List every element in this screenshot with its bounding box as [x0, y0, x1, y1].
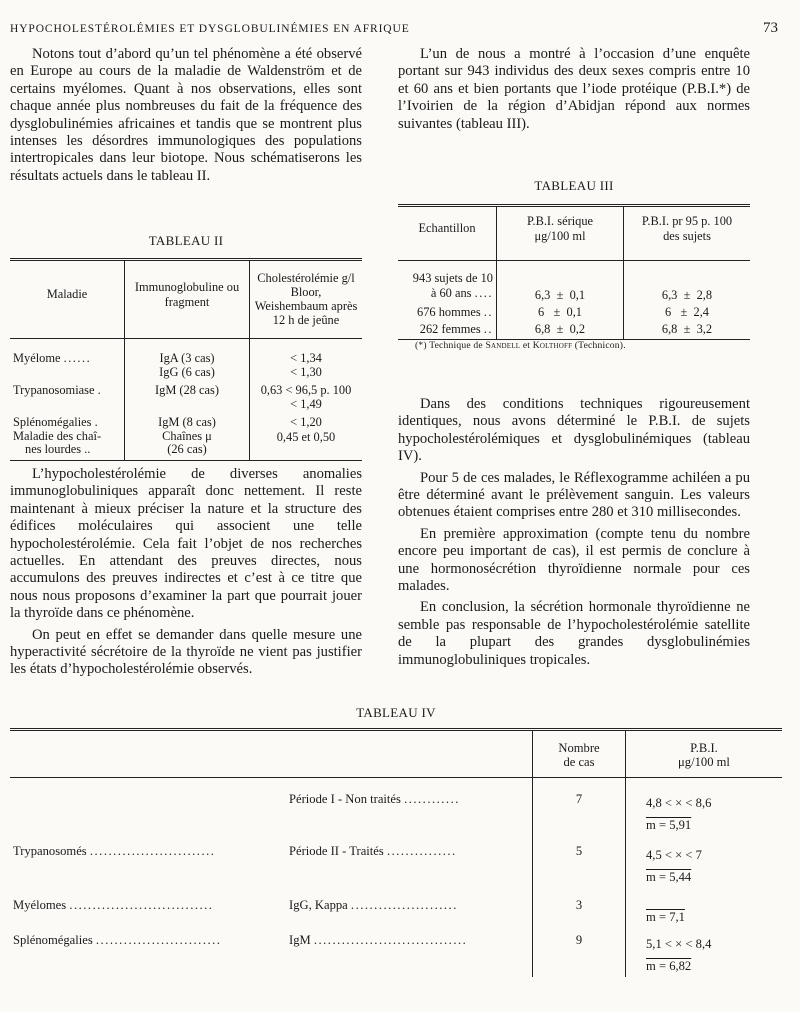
- paragraph: En conclusion, la sécrétion hormonale thyroïdienne ne semble pas responsable de l’hypocholestérolémie satellite de la plupart des grandes dysglobulinémies immunoglobuliniques tropicales.: [398, 599, 750, 668]
- table-row: Maladie des chaî- nes lourdes .. Chaînes μ (26 cas) 0,45 et 0,50: [10, 430, 362, 461]
- col-header-immunoglobuline: Immunoglobuline ou fragment: [125, 260, 250, 339]
- table-row: 262 femmes .. 6,8 ± 0,2 6,8 ± 3,2: [398, 320, 750, 340]
- tableau-3-footnote: (*) Technique de Sandell et Kolthoff (Technicon).: [415, 340, 626, 351]
- col-header-echantillon: Echantillon: [418, 221, 476, 235]
- table-row: Trypanosomés ........................... Période II - Traités ............... 5 4,5 < × < 7 m = 5,44: [10, 836, 782, 888]
- table-row: Myélome ...... IgA (3 cas) IgG (6 cas) < 1,34 < 1,30: [10, 339, 362, 380]
- paragraph: L’hypocholestérolémie de diverses anomalies immunoglobuliniques apparaît donc nettement. Il reste maintenant à mieux préciser la nature et la structure des édifices moléculaires qui associent une telle hypocholestérolémie. Cela fait l’objet de nos recherches actuelles. En attendant des preuves directes, nous accumulons des preuves indirectes et c’est à ce titre que nous nous proposons d’examiner la part que pourrait jouer la thyroïde dans ce phénomène.: [10, 466, 362, 622]
- table-row: Splénomégalies . IgM (8 cas) < 1,20: [10, 411, 362, 430]
- col-header-pbi-95: P.B.I. pr 95 p. 100 des sujets: [624, 206, 751, 261]
- paragraph: L’un de nous a montré à l’occasion d’une enquête portant sur 943 individus des deux sexes compris entre 10 et 60 ans et bien portants que l’iode protéique (P.B.I.*) de l’Ivoirien de la région d’Abidjan répond aux normes suivantes (tableau III).: [398, 46, 750, 132]
- running-title: HYPOCHOLESTÉROLÉMIES ET DYSGLOBULINÉMIES EN AFRIQUE: [10, 23, 410, 35]
- tableau-3-title: TABLEAU III: [534, 178, 614, 193]
- paragraph: Notons tout d’abord qu’un tel phénomène a été observé en Europe au cours de la maladie de Waldenström et de certains myélomes. Quant à nos observations, elles sont chaque année plus nombreuses du fait de la fréquence des dysglobulinémies africaines et tandis que se montrent plus intenses les désordres immunologiques des populations intertropicales dans leur biotope. Nous schématiserons les résultats actuels dans le tableau II.: [10, 46, 362, 184]
- left-column-body: [10, 466, 362, 679]
- table-row: Myélomes ............................... IgG, Kappa ....................... 3 m = 7,1: [10, 888, 782, 925]
- paragraph: On peut en effet se demander dans quelle mesure une hyperactivité sécrétoire de la thyroïde ne vient pas justifier les états d’hypocholestérolémie observés.: [10, 626, 362, 678]
- running-header: [10, 22, 782, 40]
- tableau-2-title: TABLEAU II: [148, 233, 224, 248]
- table-row: 943 sujets de 10 à 60 ans .... 6,3 ± 0,1 6,3 ± 2,8: [398, 261, 750, 304]
- col-header-maladie: Maladie: [46, 287, 88, 301]
- tableau-3: [398, 204, 750, 340]
- paragraph: En première approximation (compte tenu du nombre encore peu important de cas), il est permis de conclure à une hormonosécrétion thyroïdienne normale pour ces malades.: [398, 525, 750, 595]
- page-number: 73: [763, 20, 778, 36]
- tableau-4: [10, 728, 782, 977]
- paragraph: Dans des conditions techniques rigoureusement identiques, nous avons déterminé le P.B.I. de sujets hypocholestérolémiques et dysglobulinémiques (tableau IV).: [398, 396, 750, 465]
- col-header-nombre: Nombre de cas: [533, 730, 626, 778]
- col-header-pbi: P.B.I. sérique μg/100 ml: [497, 206, 624, 261]
- paragraph: Pour 5 de ces malades, le Réflexogramme achiléen a pu être déterminé avant le prélèvement sanguin. Les valeurs obtenues étaient comprises entre 280 et 310 millisecondes.: [398, 469, 750, 521]
- tableau-4-title: TABLEAU IV: [356, 705, 436, 720]
- col-header-cholesterolemie: Cholestérolémie g/l Bloor, Weishembaum après 12 h de jeûne: [250, 260, 363, 339]
- right-column-top: [398, 46, 750, 133]
- tableau-2: [10, 258, 362, 461]
- right-column-body: [398, 396, 750, 669]
- left-column-top: [10, 46, 362, 185]
- table-row: Période I - Non traités ............ 7 4,8 < × < 8,6 m = 5,91: [10, 778, 782, 837]
- table-row: 676 hommes .. 6 ± 0,1 6 ± 2,4: [398, 303, 750, 320]
- table-row: Trypanosomiase . IgM (28 cas) 0,63 < 96,5 p. 100 < 1,49: [10, 379, 362, 411]
- col-header-pbi: P.B.I. μg/100 ml: [626, 730, 783, 778]
- table-row: Splénomégalies ........................... IgM ................................. 9 5,1 < × < 8,4 m = 6,82: [10, 925, 782, 977]
